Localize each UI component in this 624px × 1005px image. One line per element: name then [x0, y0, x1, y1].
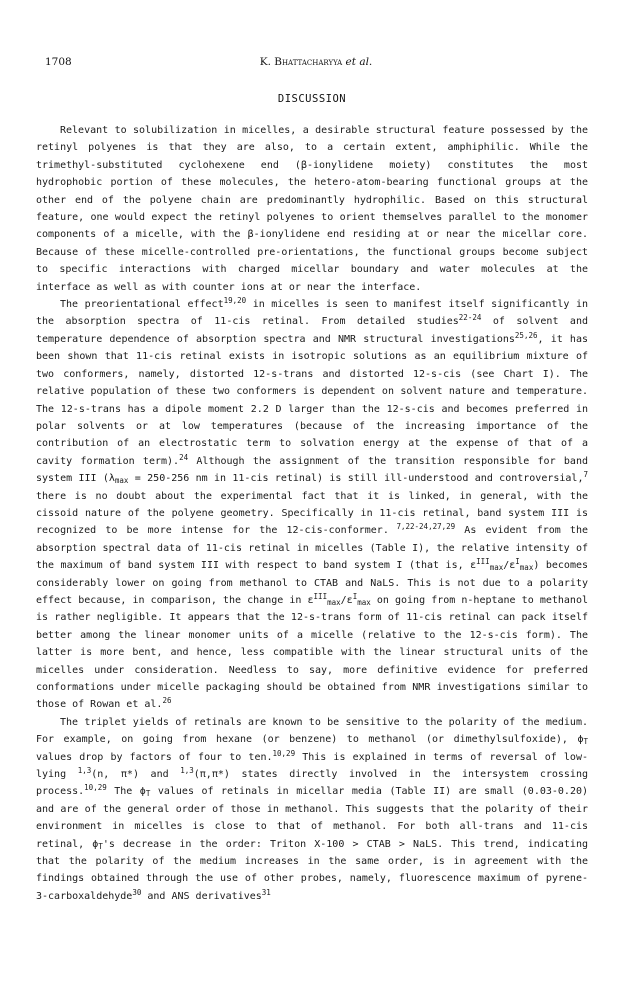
subscript: T	[583, 737, 588, 747]
text-run: values of retinals in micellar media (Table II) are small (0.03-0.20) and are of the general order of those in methanol. This suggests that the polarity of their environment in micelles is close to that of methanol. For both all-trans and 11-cis retinal, ϕ	[36, 786, 589, 850]
superscript: 7,22-24,27,29	[388, 522, 456, 532]
text-run: and ANS derivatives	[141, 890, 262, 902]
text-run: 's decrease in the order: Triton X-100 > CTAB > NaLS. This trend, indicating that the polarity of the medium increases in the same order, is in agreement with the findings obtained through the use of other probes, namely, fluorescence maximum of pyrene-3-carboxaldehyde	[36, 838, 588, 902]
text-run: /ε	[503, 560, 516, 572]
superscript: 31	[261, 887, 271, 897]
page-number: 1708	[45, 56, 72, 68]
text-run: (n, π*) and	[91, 769, 181, 781]
subscript: max	[357, 597, 371, 607]
text-run: of solvent and temperature dependence of absorption spectra and NMR structural investigations	[36, 316, 588, 345]
subscript: max	[327, 597, 341, 607]
text-run: ) becomes considerably lower on going from methanol to CTAB and NaLS. This is not due to a polarity effect because, in comparison, the change in ε	[36, 560, 589, 606]
superscript: 25,26	[514, 330, 538, 340]
paragraph	[36, 122, 588, 296]
paragraph	[36, 714, 588, 905]
subscript: T	[145, 789, 151, 799]
running-head	[45, 56, 587, 68]
text-run: The triplet yields of retinals are known to be sensitive to the polarity of the medium. For example, on going from hexane (or benzene) to methanol (or dimethylsulfoxide), ϕ	[36, 716, 588, 746]
superscript: I	[515, 557, 520, 567]
subscript: max	[114, 476, 129, 486]
superscript: 10,29	[84, 783, 107, 793]
superscript: 30	[132, 887, 142, 897]
subscript: T	[98, 841, 103, 851]
text-run: Although the assignment of the transition responsible for band system III (λ	[36, 455, 588, 485]
running-header	[45, 56, 587, 70]
text-run: The preorientational effect	[60, 299, 224, 311]
text-run: on going from n-heptane to methanol is rather negligible. It appears that the 12-s-trans form of 11-cis retinal can pack itself better among the linear monomer units of a micelle (relative to the 12-s-cis form). The latter is more bent, and hence, less compatible with the linear structural units of the micelles under consideration. Needless to say, more definitive evidence for preferred conformations under micelle packaging should be obtained from NMR investigations similar to those of Rowan et al.	[36, 594, 588, 711]
superscript: III	[476, 557, 490, 567]
text-run: , it has been shown that 11-cis retinal exists in isotropic solutions as an equilibrium mixture of two conformers, namely, distorted 12-s-trans and distorted 12-s-cis (see Chart I). The relative population of these two conformers is dependent on solvent nature and temperature. The 12-s-trans has a dipole moment 2.2 D larger than the 12-s-cis and becomes preferred in polar solvents or at low temperatures (because of the increasing importance of the contribution of an electrostatic term to solvation energy at the expense of that of a cavity formation term).	[36, 333, 588, 467]
superscript: III	[313, 591, 328, 601]
superscript: 22-24	[458, 313, 482, 323]
text-run: = 250-256 nm in 11-cis retinal) is still ill-understood and controversial,	[128, 473, 584, 485]
subscript: max	[489, 563, 504, 573]
superscript: 7	[583, 470, 588, 480]
superscript: 19,20	[223, 296, 247, 306]
body-text	[36, 122, 588, 905]
text-run: /ε	[340, 594, 353, 606]
subscript: max	[519, 563, 534, 573]
superscript: 1,3	[77, 766, 92, 776]
superscript: 10,29	[272, 748, 296, 758]
text-run: Relevant to solubilization in micelles, a desirable structural feature possessed by the retinyl polyenes is that they are also, to a certain extent, amphiphilic. While the trimethyl-substituted cyclohexene end (β-ionylidene moiety) constitutes the most hydrophobic portion of these molecules, the hetero-atom-bearing functional groups at the other end of the polyene chain are predominantly hydrophilic. Based on this structural feature, one would expect the retinyl polyenes to orient themselves parallel to the monomer components of a micelle, with the β-ionylidene end residing at or near the micellar core. Because of these micelle-controlled pre-orientations, the functional groups become subject to specific interactions with charged micellar boundary and water molecules at the interface as well as with counter ions at or near the interface.	[36, 125, 588, 293]
running-head-authors: K. Bhattacharyya	[259, 56, 343, 68]
superscript: 26	[162, 696, 172, 706]
paragraph	[36, 296, 588, 714]
text-run: As evident from the absorption spectral data of 11-cis retinal in micelles (Table I), the relative intensity of the maximum of band system III with respect to band system I (that is, ε	[36, 525, 588, 572]
text-run: The ϕ	[106, 786, 146, 798]
text-run: in micelles is seen to manifest itself significantly in the absorption spectra of 11-cis retinal. From detailed studies	[36, 299, 588, 328]
text-run: values drop by factors of four to ten.	[36, 751, 273, 763]
superscript: 24	[179, 452, 189, 462]
text-run: (π,π*) states directly involved in the intersystem crossing process.	[36, 769, 588, 798]
superscript: I	[352, 591, 358, 601]
section-title: DISCUSSION	[277, 93, 347, 105]
running-head-etal: et al.	[345, 56, 373, 68]
superscript: 1,3	[180, 766, 194, 776]
text-run: This is explained in terms of reversal of low-lying	[36, 751, 588, 781]
text-run: there is no doubt about the experimental fact that it is linked, in general, with the cissoid nature of the polyene geometry. Specifically in 11-cis retinal, band system III is recognized to be more intense for the 12-cis-conformer.	[36, 490, 588, 537]
